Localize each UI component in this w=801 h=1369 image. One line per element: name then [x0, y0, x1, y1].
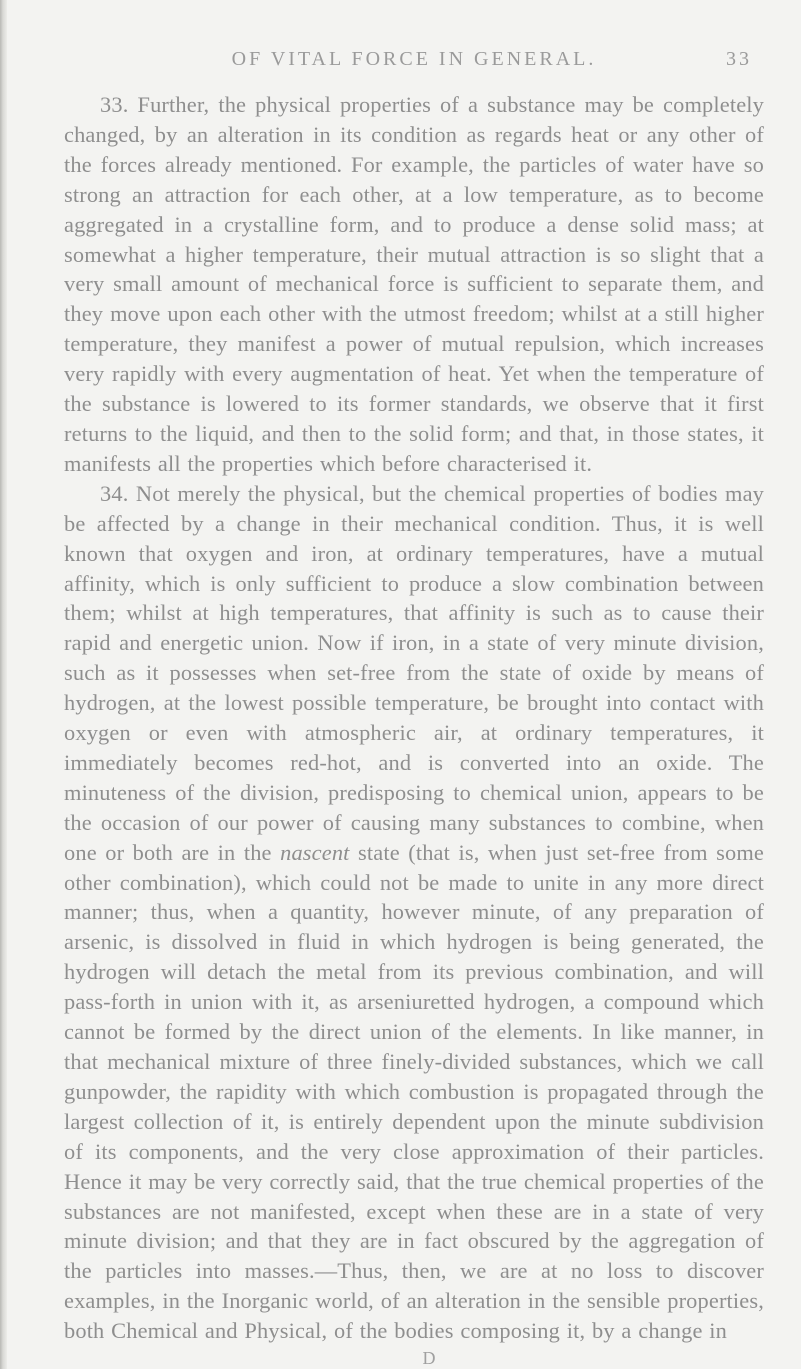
page-number: 33 [726, 48, 752, 70]
paragraph-number: 34. [100, 480, 129, 506]
paragraph-text: Not merely the physical, but the chemical properties of bodies may be affected by a change in their mechanical condition. Thus, it is well known that oxygen and iron, at ordinary temperatures, have a mutual affinity, which is only sufficient to produce a slow combination between them; whilst at high temperatures, that affinity is such as to cause their rapid and energetic union. Now if iron, in a state of very minute division, such as it possesses when set-free from the state of oxide by means of hydrogen, at the lowest possible temperature, be brought into contact with oxygen or even with atmospheric air, at ordinary temperatures, it immediately becomes red-hot, and is converted into an oxide. The minuteness of the division, predisposing to chemical union, appears to be the occasion of our power of causing many substances to combine, when one or both are in the [64, 480, 765, 865]
page-binding-edge [0, 0, 7, 1369]
paragraph-33 [64, 90, 764, 479]
body-text [64, 90, 764, 1346]
running-head [64, 48, 764, 80]
book-page [64, 48, 764, 1369]
paragraph-text: Further, the physical properties of a substance may be completely changed, by an alteration in its condition as regards heat or any other of the forces already mentioned. For example, the particles of water have so strong an attraction for each other, at a low temperature, as to become aggregated in a crystalline form, and to produce a dense solid mass; at somewhat a higher temperature, their mutual attraction is so slight that a very small amount of mechanical force is sufficient to separate them, and they move upon each other with the utmost freedom; whilst at a still higher temperature, they manifest a power of mutual repulsion, which increases very rapidly with every augmentation of heat. Yet when the temperature of the substance is lowered to its former standards, we observe that it first returns to the liquid, and then to the solid form; and that, in those states, it manifests all the properties which before characterised it. [64, 92, 765, 476]
paragraph-text-continued: state (that is, when just set-free from some other combination), which could not be made to unite in any more direct manner; thus, when a quantity, however minute, of any preparation of arsenic, is dissolved in fluid in which hydrogen is being generated, the hydrogen will detach the metal from its previous combination, and will pass-forth in union with it, as arseniuretted hydrogen, a compound which cannot be formed by the direct union of the elements. In like manner, in that mechanical mixture of three finely-divided substances, which we call gunpowder, the rapidity with which combustion is propagated through the largest collection of it, is entirely dependent upon the minute subdivision of its components, and the very close approximation of their particles. Hence it may be very correctly said, that the true chemical properties of the substances are not manifested, except when these are in a state of very minute division; and that they are in fact obscured by the aggregation of the particles into masses.—Thus, then, we are at no loss to discover examples, in the Inorganic world, of an alteration in the sensible properties, both Chemical and Physical, of the bodies composing it, by a change in [64, 839, 765, 1344]
running-title: OF VITAL FORCE IN GENERAL. [231, 48, 597, 70]
signature-mark: D [422, 1348, 436, 1369]
italic-term: nascent [280, 839, 350, 865]
paragraph-34 [64, 479, 764, 1346]
paragraph-number: 33. [100, 92, 129, 117]
